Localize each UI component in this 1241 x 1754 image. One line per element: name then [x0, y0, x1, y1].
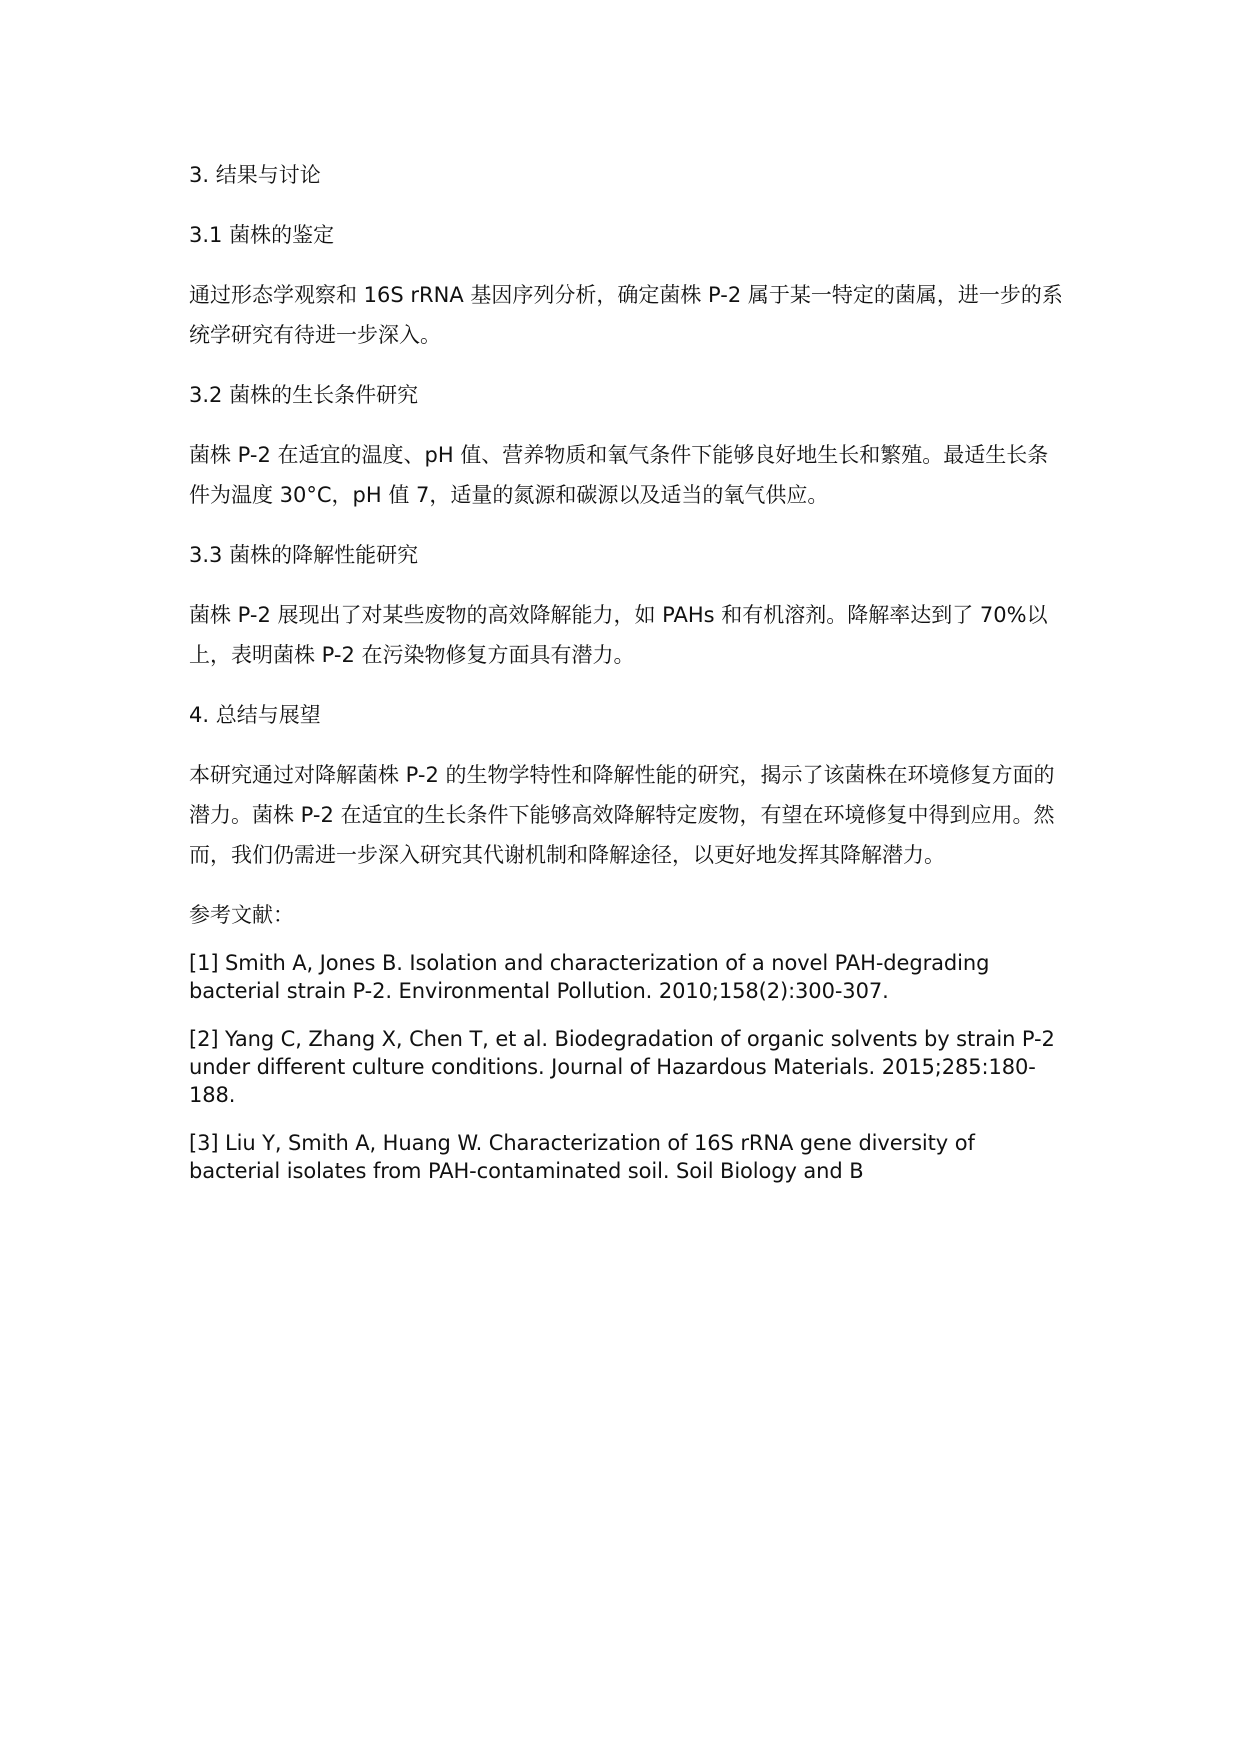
document-body — [189, 155, 1069, 1205]
section-3-2-title: 3.2 菌株的生长条件研究 — [189, 383, 419, 407]
reference-item: [2] Yang C, Zhang X, Chen T, et al. Biodegradation of organic solvents by strain P-2 under different culture conditions. Journal of Hazardous Materials. 2015;285:180-188. — [189, 1027, 1055, 1107]
section-4-title: 4. 总结与展望 — [189, 703, 321, 727]
section-3-1-title: 3.1 菌株的鉴定 — [189, 223, 335, 247]
references-title: 参考文献： — [189, 903, 294, 927]
section-3-title: 3. 结果与讨论 — [189, 163, 321, 187]
section-3-3-body: 菌株 P-2 展现出了对某些废物的高效降解能力，如 PAHs 和有机溶剂。降解率达到了 70%以上，表明菌株 P-2 在污染物修复方面具有潜力。 — [189, 603, 1048, 667]
reference-item: [3] Liu Y, Smith A, Huang W. Characterization of 16S rRNA gene diversity of bacterial isolates from PAH-contaminated soil. Soil Biology and B — [189, 1131, 975, 1183]
section-4-body: 本研究通过对降解菌株 P-2 的生物学特性和降解性能的研究，揭示了该菌株在环境修复方面的潜力。菌株 P-2 在适宜的生长条件下能够高效降解特定废物，有望在环境修复中得到应用。然而，我们仍需进一步深入研究其代谢机制和降解途径，以更好地发挥其降解潜力。 — [189, 763, 1055, 867]
reference-item: [1] Smith A, Jones B. Isolation and characterization of a novel PAH-degrading bacterial strain P-2. Environmental Pollution. 2010;158(2):300-307. — [189, 951, 990, 1003]
section-3-1-body: 通过形态学观察和 16S rRNA 基因序列分析，确定菌株 P-2 属于某一特定的菌属，进一步的系统学研究有待进一步深入。 — [189, 283, 1063, 347]
section-3-2-body: 菌株 P-2 在适宜的温度、pH 值、营养物质和氧气条件下能够良好地生长和繁殖。最适生长条件为温度 30°C，pH 值 7，适量的氮源和碳源以及适当的氧气供应。 — [189, 443, 1049, 507]
section-3-3-title: 3.3 菌株的降解性能研究 — [189, 543, 419, 567]
